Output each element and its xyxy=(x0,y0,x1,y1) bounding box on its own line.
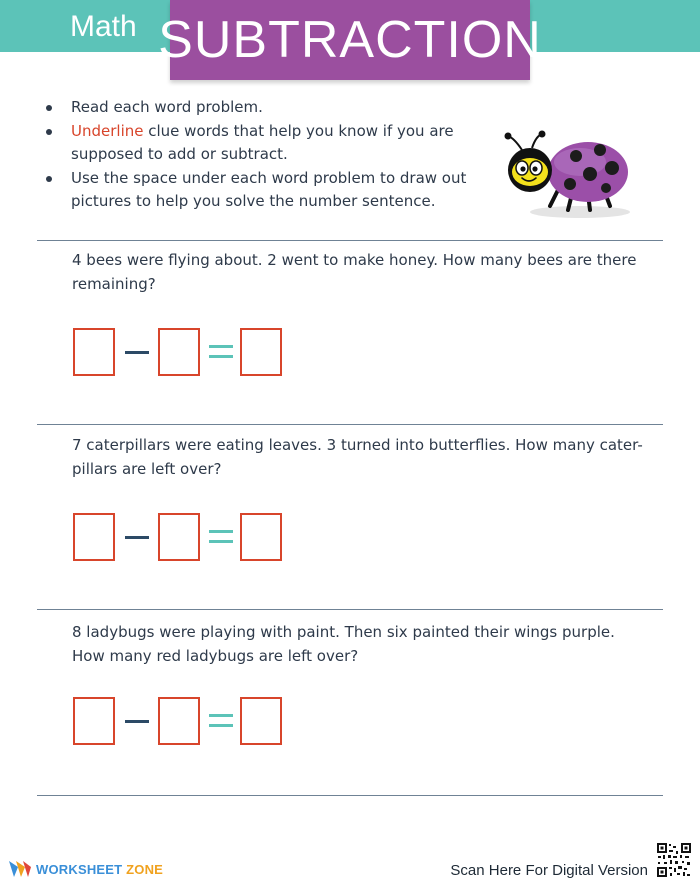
worksheet-zone-logo-icon xyxy=(8,859,32,879)
instruction-text: Use the space under each word problem to draw out pictures to help you solve the number sentence. xyxy=(71,168,467,210)
instruction-text: Read each word problem. xyxy=(71,98,263,116)
answer-box[interactable] xyxy=(73,697,115,745)
word-problem-2 xyxy=(72,433,664,481)
answer-box[interactable] xyxy=(73,328,115,376)
bullet-icon xyxy=(46,105,52,111)
instruction-item xyxy=(44,120,484,167)
instruction-text: clue words that help you know if you are supposed to add or subtract. xyxy=(71,121,454,163)
section-divider xyxy=(37,795,663,796)
answer-box[interactable] xyxy=(158,697,200,745)
equal-sign-top xyxy=(209,530,233,533)
highlighted-word: Underline xyxy=(71,121,144,140)
word-problem-3 xyxy=(72,620,664,668)
problem-line: pillars are left over? xyxy=(72,460,222,478)
answer-box[interactable] xyxy=(240,328,282,376)
problem-line: remaining? xyxy=(72,275,156,293)
problem-line: 4 bees were flying about. 2 went to make honey. How many bees are there xyxy=(72,251,637,269)
minus-sign xyxy=(125,351,149,354)
section-divider xyxy=(37,609,663,610)
instruction-item xyxy=(44,167,484,214)
answer-box[interactable] xyxy=(240,697,282,745)
equal-sign-bottom xyxy=(209,540,233,543)
qr-code[interactable] xyxy=(656,842,692,878)
section-divider xyxy=(37,240,663,241)
number-sentence-1 xyxy=(73,328,288,380)
answer-box[interactable] xyxy=(158,513,200,561)
minus-sign xyxy=(125,536,149,539)
word-problem-1 xyxy=(72,248,664,296)
number-sentence-2 xyxy=(73,513,288,565)
bullet-icon xyxy=(46,176,52,182)
answer-box[interactable] xyxy=(240,513,282,561)
minus-sign xyxy=(125,720,149,723)
title-banner xyxy=(158,0,542,80)
number-sentence-3 xyxy=(73,697,288,749)
section-divider xyxy=(37,424,663,425)
worksheet-zone-logo[interactable] xyxy=(8,858,163,880)
logo-word-zone: ZONE xyxy=(126,861,164,877)
problem-line: How many red ladybugs are left over? xyxy=(72,647,359,665)
instruction-item xyxy=(44,96,484,120)
logo-text xyxy=(36,862,163,877)
worksheet-title: SUBTRACTION xyxy=(158,11,542,69)
scan-caption: Scan Here For Digital Version xyxy=(450,862,648,879)
answer-box[interactable] xyxy=(158,328,200,376)
instructions-list xyxy=(44,96,484,214)
equal-sign-top xyxy=(209,714,233,717)
equal-sign-bottom xyxy=(209,355,233,358)
problem-line: 8 ladybugs were playing with paint. Then six painted their wings purple. xyxy=(72,623,615,641)
equal-sign-bottom xyxy=(209,724,233,727)
answer-box[interactable] xyxy=(73,513,115,561)
logo-word-worksheet: WORKSHEET xyxy=(36,861,123,877)
subject-label: Math xyxy=(70,10,137,43)
ladybug-illustration xyxy=(500,128,632,220)
equal-sign-top xyxy=(209,345,233,348)
bullet-icon xyxy=(46,129,52,135)
problem-line: 7 caterpillars were eating leaves. 3 turned into butterflies. How many cater- xyxy=(72,436,643,454)
